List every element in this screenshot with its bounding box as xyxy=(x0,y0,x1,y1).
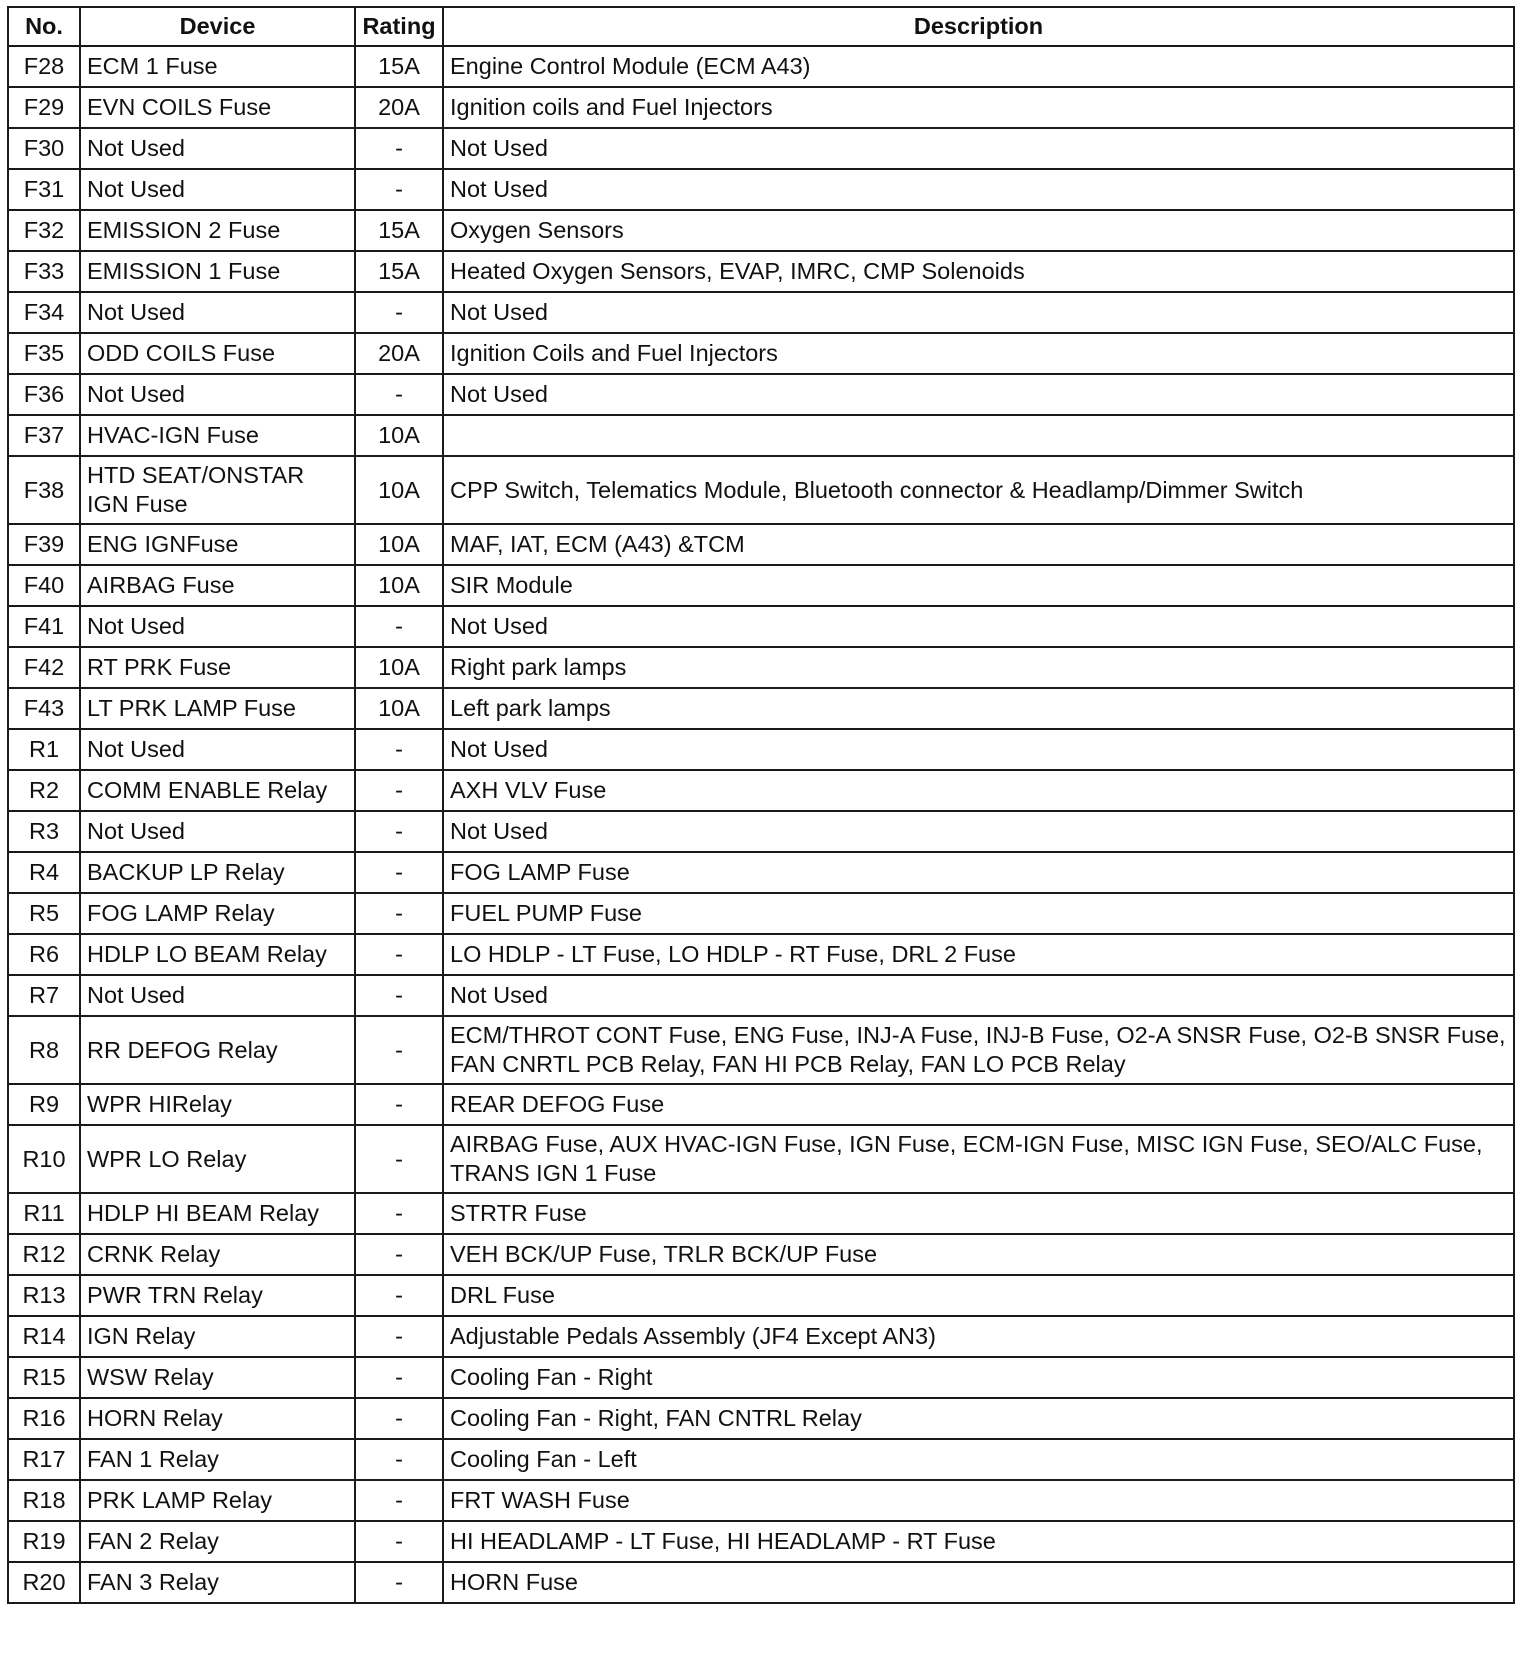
cell-device: Not Used xyxy=(80,128,355,169)
cell-number: F40 xyxy=(8,565,80,606)
cell-rating: - xyxy=(355,1016,443,1084)
cell-description: STRTR Fuse xyxy=(443,1193,1514,1234)
header-device: Device xyxy=(80,7,355,46)
cell-description: Left park lamps xyxy=(443,688,1514,729)
cell-description: Not Used xyxy=(443,975,1514,1016)
cell-description: Adjustable Pedals Assembly (JF4 Except AN3) xyxy=(443,1316,1514,1357)
cell-number: R17 xyxy=(8,1439,80,1480)
fuse-relay-table xyxy=(7,6,1515,1604)
table-row xyxy=(8,893,1514,934)
cell-device: AIRBAG Fuse xyxy=(80,565,355,606)
cell-rating: 10A xyxy=(355,524,443,565)
cell-rating: - xyxy=(355,1562,443,1603)
cell-rating: - xyxy=(355,1439,443,1480)
cell-number: F38 xyxy=(8,456,80,524)
cell-device: WSW Relay xyxy=(80,1357,355,1398)
table-row xyxy=(8,1193,1514,1234)
cell-number: R9 xyxy=(8,1084,80,1125)
cell-rating: - xyxy=(355,1398,443,1439)
cell-number: F31 xyxy=(8,169,80,210)
cell-description xyxy=(443,415,1514,456)
cell-rating: - xyxy=(355,1521,443,1562)
table-row xyxy=(8,292,1514,333)
cell-description: SIR Module xyxy=(443,565,1514,606)
table-row xyxy=(8,87,1514,128)
cell-device: Not Used xyxy=(80,811,355,852)
table-body xyxy=(8,46,1514,1603)
cell-description: Cooling Fan - Left xyxy=(443,1439,1514,1480)
cell-rating: 15A xyxy=(355,251,443,292)
cell-rating: - xyxy=(355,934,443,975)
cell-rating: - xyxy=(355,1316,443,1357)
cell-number: R5 xyxy=(8,893,80,934)
cell-description: MAF, IAT, ECM (A43) &TCM xyxy=(443,524,1514,565)
table-row xyxy=(8,1521,1514,1562)
table-row xyxy=(8,1480,1514,1521)
cell-device: CRNK Relay xyxy=(80,1234,355,1275)
cell-rating: - xyxy=(355,606,443,647)
table-row xyxy=(8,46,1514,87)
table-row xyxy=(8,1398,1514,1439)
cell-rating: 10A xyxy=(355,415,443,456)
table-row xyxy=(8,169,1514,210)
cell-number: F42 xyxy=(8,647,80,688)
cell-number: F35 xyxy=(8,333,80,374)
table-row xyxy=(8,210,1514,251)
cell-rating: 20A xyxy=(355,333,443,374)
cell-number: F28 xyxy=(8,46,80,87)
cell-description: Not Used xyxy=(443,292,1514,333)
table-row xyxy=(8,1016,1514,1084)
cell-rating: 15A xyxy=(355,46,443,87)
cell-rating: 15A xyxy=(355,210,443,251)
cell-device: HDLP LO BEAM Relay xyxy=(80,934,355,975)
cell-rating: 10A xyxy=(355,688,443,729)
table-row xyxy=(8,415,1514,456)
cell-description: Not Used xyxy=(443,606,1514,647)
cell-description: VEH BCK/UP Fuse, TRLR BCK/UP Fuse xyxy=(443,1234,1514,1275)
cell-rating: - xyxy=(355,374,443,415)
cell-device: EMISSION 2 Fuse xyxy=(80,210,355,251)
table-row xyxy=(8,934,1514,975)
cell-device: FAN 1 Relay xyxy=(80,1439,355,1480)
cell-device: FOG LAMP Relay xyxy=(80,893,355,934)
cell-device: ODD COILS Fuse xyxy=(80,333,355,374)
cell-number: R19 xyxy=(8,1521,80,1562)
cell-rating: - xyxy=(355,128,443,169)
cell-device: EMISSION 1 Fuse xyxy=(80,251,355,292)
cell-description: Not Used xyxy=(443,729,1514,770)
cell-number: R7 xyxy=(8,975,80,1016)
cell-description: DRL Fuse xyxy=(443,1275,1514,1316)
table-row xyxy=(8,456,1514,524)
table-row xyxy=(8,811,1514,852)
cell-number: R16 xyxy=(8,1398,80,1439)
cell-description: HORN Fuse xyxy=(443,1562,1514,1603)
cell-device: WPR HIRelay xyxy=(80,1084,355,1125)
cell-number: F34 xyxy=(8,292,80,333)
cell-description: Right park lamps xyxy=(443,647,1514,688)
cell-number: R15 xyxy=(8,1357,80,1398)
cell-device: Not Used xyxy=(80,975,355,1016)
cell-description: Engine Control Module (ECM A43) xyxy=(443,46,1514,87)
cell-description: Oxygen Sensors xyxy=(443,210,1514,251)
table-row xyxy=(8,729,1514,770)
table-row xyxy=(8,1357,1514,1398)
cell-number: F37 xyxy=(8,415,80,456)
cell-rating: - xyxy=(355,1125,443,1193)
cell-description: FOG LAMP Fuse xyxy=(443,852,1514,893)
cell-description: AIRBAG Fuse, AUX HVAC-IGN Fuse, IGN Fuse, ECM-IGN Fuse, MISC IGN Fuse, SEO/ALC Fuse, TRANS IGN 1 Fuse xyxy=(443,1125,1514,1193)
cell-device: Not Used xyxy=(80,374,355,415)
cell-device: HVAC-IGN Fuse xyxy=(80,415,355,456)
cell-rating: - xyxy=(355,770,443,811)
cell-number: R1 xyxy=(8,729,80,770)
cell-number: F32 xyxy=(8,210,80,251)
header-row xyxy=(8,7,1514,46)
cell-description: FRT WASH Fuse xyxy=(443,1480,1514,1521)
cell-number: F36 xyxy=(8,374,80,415)
cell-number: F41 xyxy=(8,606,80,647)
cell-device: ECM 1 Fuse xyxy=(80,46,355,87)
cell-rating: - xyxy=(355,1275,443,1316)
cell-description: Not Used xyxy=(443,169,1514,210)
cell-rating: - xyxy=(355,729,443,770)
cell-description: Cooling Fan - Right, FAN CNTRL Relay xyxy=(443,1398,1514,1439)
cell-device: BACKUP LP Relay xyxy=(80,852,355,893)
header-description: Description xyxy=(443,7,1514,46)
cell-description: Not Used xyxy=(443,128,1514,169)
cell-number: R8 xyxy=(8,1016,80,1084)
cell-number: R12 xyxy=(8,1234,80,1275)
table-row xyxy=(8,1125,1514,1193)
header-rating: Rating xyxy=(355,7,443,46)
cell-device: PWR TRN Relay xyxy=(80,1275,355,1316)
cell-device: Not Used xyxy=(80,292,355,333)
table-row xyxy=(8,647,1514,688)
cell-rating: - xyxy=(355,1193,443,1234)
cell-description: Ignition coils and Fuel Injectors xyxy=(443,87,1514,128)
cell-number: F30 xyxy=(8,128,80,169)
cell-number: F29 xyxy=(8,87,80,128)
cell-description: Cooling Fan - Right xyxy=(443,1357,1514,1398)
cell-device: WPR LO Relay xyxy=(80,1125,355,1193)
cell-rating: 10A xyxy=(355,456,443,524)
table-row xyxy=(8,688,1514,729)
cell-description: ECM/THROT CONT Fuse, ENG Fuse, INJ-A Fuse, INJ-B Fuse, O2-A SNSR Fuse, O2-B SNSR Fuse, FAN CNRTL PCB Relay, FAN HI PCB Relay, FAN LO PCB Relay xyxy=(443,1016,1514,1084)
cell-device: COMM ENABLE Relay xyxy=(80,770,355,811)
cell-device: HTD SEAT/ONSTAR IGN Fuse xyxy=(80,456,355,524)
table-row xyxy=(8,565,1514,606)
cell-description: Not Used xyxy=(443,811,1514,852)
cell-number: R6 xyxy=(8,934,80,975)
cell-device: FAN 3 Relay xyxy=(80,1562,355,1603)
cell-device: IGN Relay xyxy=(80,1316,355,1357)
table-row xyxy=(8,333,1514,374)
cell-device: Not Used xyxy=(80,169,355,210)
cell-number: R14 xyxy=(8,1316,80,1357)
cell-description: AXH VLV Fuse xyxy=(443,770,1514,811)
cell-number: R2 xyxy=(8,770,80,811)
cell-number: R4 xyxy=(8,852,80,893)
cell-device: EVN COILS Fuse xyxy=(80,87,355,128)
cell-device: Not Used xyxy=(80,606,355,647)
cell-number: F43 xyxy=(8,688,80,729)
cell-device: PRK LAMP Relay xyxy=(80,1480,355,1521)
cell-rating: 10A xyxy=(355,647,443,688)
cell-description: LO HDLP - LT Fuse, LO HDLP - RT Fuse, DRL 2 Fuse xyxy=(443,934,1514,975)
cell-device: LT PRK LAMP Fuse xyxy=(80,688,355,729)
cell-rating: 10A xyxy=(355,565,443,606)
table-row xyxy=(8,770,1514,811)
cell-rating: - xyxy=(355,893,443,934)
cell-device: HDLP HI BEAM Relay xyxy=(80,1193,355,1234)
cell-description: Heated Oxygen Sensors, EVAP, IMRC, CMP Solenoids xyxy=(443,251,1514,292)
table-row xyxy=(8,975,1514,1016)
cell-number: R10 xyxy=(8,1125,80,1193)
cell-device: RR DEFOG Relay xyxy=(80,1016,355,1084)
cell-rating: - xyxy=(355,1084,443,1125)
cell-description: FUEL PUMP Fuse xyxy=(443,893,1514,934)
cell-rating: - xyxy=(355,169,443,210)
cell-rating: - xyxy=(355,852,443,893)
cell-device: FAN 2 Relay xyxy=(80,1521,355,1562)
cell-number: R11 xyxy=(8,1193,80,1234)
table-row xyxy=(8,852,1514,893)
cell-rating: 20A xyxy=(355,87,443,128)
cell-number: R20 xyxy=(8,1562,80,1603)
table-row xyxy=(8,128,1514,169)
table-row xyxy=(8,1275,1514,1316)
table-row xyxy=(8,606,1514,647)
cell-number: R3 xyxy=(8,811,80,852)
cell-device: Not Used xyxy=(80,729,355,770)
cell-rating: - xyxy=(355,1234,443,1275)
cell-rating: - xyxy=(355,1357,443,1398)
cell-number: R13 xyxy=(8,1275,80,1316)
cell-description: HI HEADLAMP - LT Fuse, HI HEADLAMP - RT Fuse xyxy=(443,1521,1514,1562)
cell-number: F39 xyxy=(8,524,80,565)
table-row xyxy=(8,1316,1514,1357)
cell-number: R18 xyxy=(8,1480,80,1521)
cell-description: CPP Switch, Telematics Module, Bluetooth connector & Headlamp/Dimmer Switch xyxy=(443,456,1514,524)
cell-rating: - xyxy=(355,1480,443,1521)
cell-device: HORN Relay xyxy=(80,1398,355,1439)
cell-device: RT PRK Fuse xyxy=(80,647,355,688)
table-row xyxy=(8,251,1514,292)
cell-device: ENG IGNFuse xyxy=(80,524,355,565)
table-row xyxy=(8,374,1514,415)
cell-description: Not Used xyxy=(443,374,1514,415)
table-row xyxy=(8,1234,1514,1275)
table-header xyxy=(8,7,1514,46)
table-row xyxy=(8,1084,1514,1125)
header-no: No. xyxy=(8,7,80,46)
table-row xyxy=(8,524,1514,565)
cell-rating: - xyxy=(355,811,443,852)
cell-rating: - xyxy=(355,292,443,333)
table-row xyxy=(8,1562,1514,1603)
cell-description: Ignition Coils and Fuel Injectors xyxy=(443,333,1514,374)
cell-rating: - xyxy=(355,975,443,1016)
table-row xyxy=(8,1439,1514,1480)
cell-description: REAR DEFOG Fuse xyxy=(443,1084,1514,1125)
cell-number: F33 xyxy=(8,251,80,292)
